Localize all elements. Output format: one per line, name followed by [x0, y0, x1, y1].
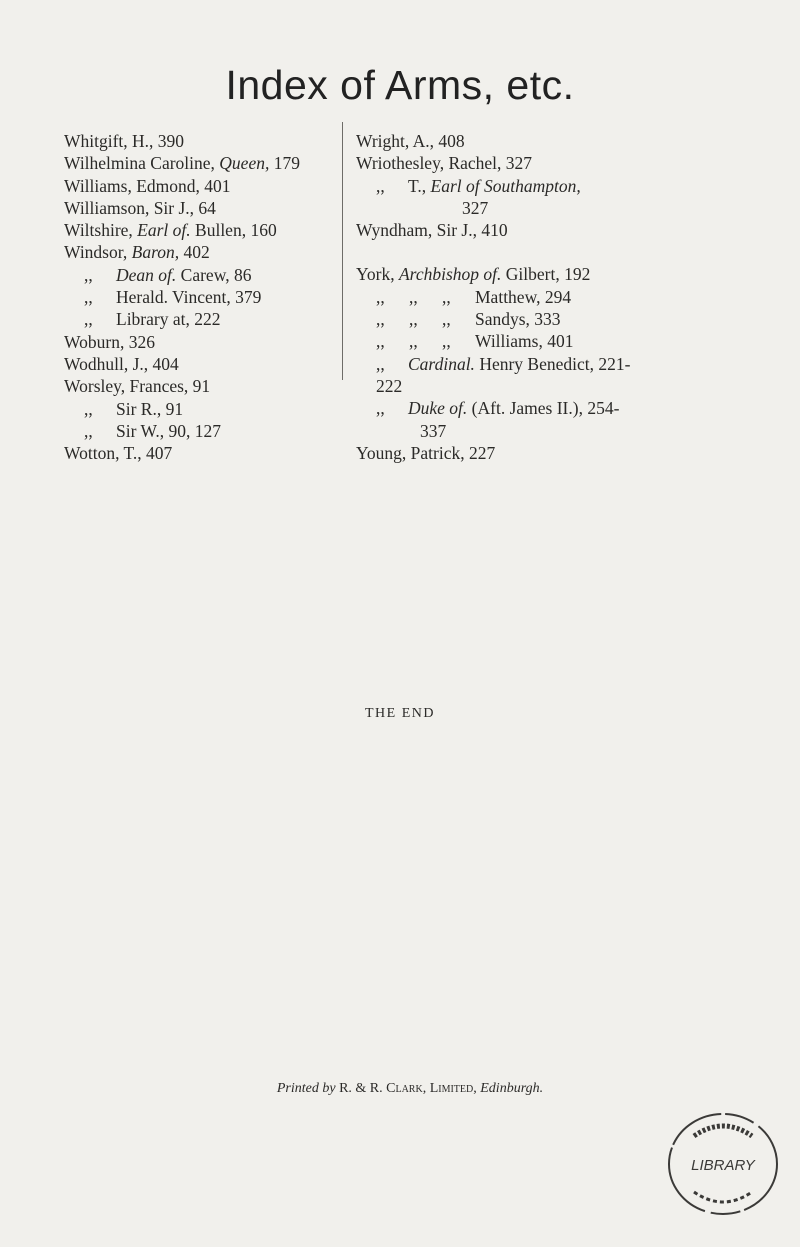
index-entry: Wilhelmina Caroline, Queen, 179: [64, 153, 300, 174]
index-subentry: ,, Cardinal. Henry Benedict, 221-: [376, 353, 631, 374]
index-entry: Wright, A., 408: [356, 131, 465, 151]
index-entry: Wriothesley, Rachel, 327: [356, 153, 533, 174]
index-subentry: ,, Sir W., 90, 127: [84, 420, 222, 441]
index-entry: Wotton, T., 407: [64, 443, 173, 464]
index-subentry: ,, Dean of. Carew, 86: [84, 264, 252, 285]
printer-imprint: [0, 1081, 800, 1097]
index-subentry: ,, T., Earl of Southampton,: [376, 175, 581, 196]
index-entry: Wyndham, Sir J., 410: [356, 220, 508, 241]
index-subentry: ,, ,, ,, Matthew, 294: [376, 286, 572, 307]
index-continuation: 327: [462, 197, 489, 218]
ditto-mark: ,,: [84, 420, 93, 441]
index-subentry: ,, Sir R., 91: [84, 398, 184, 419]
index-subentry: ,, Library at, 222: [84, 309, 221, 330]
ditto-marks: ,, ,, ,,: [376, 331, 451, 352]
index-entry: Windsor, Baron, 402: [64, 242, 210, 263]
printed-by-label: Printed by: [276, 1081, 336, 1096]
printer-name: R. & R. Clark, Limited,: [339, 1081, 477, 1096]
index-entry: Young, Patrick, 227: [356, 442, 496, 463]
printer-place: Edinburgh.: [480, 1081, 544, 1096]
index-subentry: ,, ,, ,, Williams, 401: [376, 331, 574, 352]
stamp-label: LIBRARY: [691, 1157, 755, 1174]
index-entry: Worsley, Frances, 91: [64, 376, 211, 397]
ditto-mark: ,,: [84, 398, 93, 419]
the-end-label: THE END: [365, 706, 435, 721]
index-subentry: ,, ,, ,, Sandys, 333: [376, 309, 561, 330]
ditto-mark: ,,: [84, 309, 93, 330]
page-title: Index of Arms, etc.: [225, 62, 575, 108]
index-entry: Wiltshire, Earl of. Bullen, 160: [64, 220, 277, 241]
index-entry: Whitgift, H., 390: [64, 131, 185, 151]
library-stamp: [664, 1108, 782, 1220]
index-entry: Williamson, Sir J., 64: [64, 197, 216, 218]
index-entry: Williams, Edmond, 401: [64, 175, 231, 196]
index-left-column: [64, 130, 332, 464]
index-entry: York, Archbishop of. Gilbert, 192: [356, 264, 591, 285]
index-entry: Woburn, 326: [64, 331, 155, 352]
ditto-mark: ,,: [376, 175, 385, 196]
ditto-marks: ,, ,, ,,: [376, 309, 451, 330]
index-continuation: 222: [376, 375, 403, 396]
index-subentry: ,, Herald. Vincent, 379: [84, 287, 262, 308]
ditto-mark: ,,: [376, 353, 385, 374]
index-subentry: ,, Duke of. (Aft. James II.), 254-: [376, 398, 620, 419]
ditto-marks: ,, ,, ,,: [376, 286, 451, 307]
ditto-mark: ,,: [376, 398, 385, 419]
ditto-mark: ,,: [84, 287, 93, 308]
index-continuation: 337: [420, 420, 447, 441]
index-entry: Wodhull, J., 404: [64, 353, 179, 374]
index-right-column: [342, 122, 756, 463]
ditto-mark: ,,: [84, 264, 93, 285]
